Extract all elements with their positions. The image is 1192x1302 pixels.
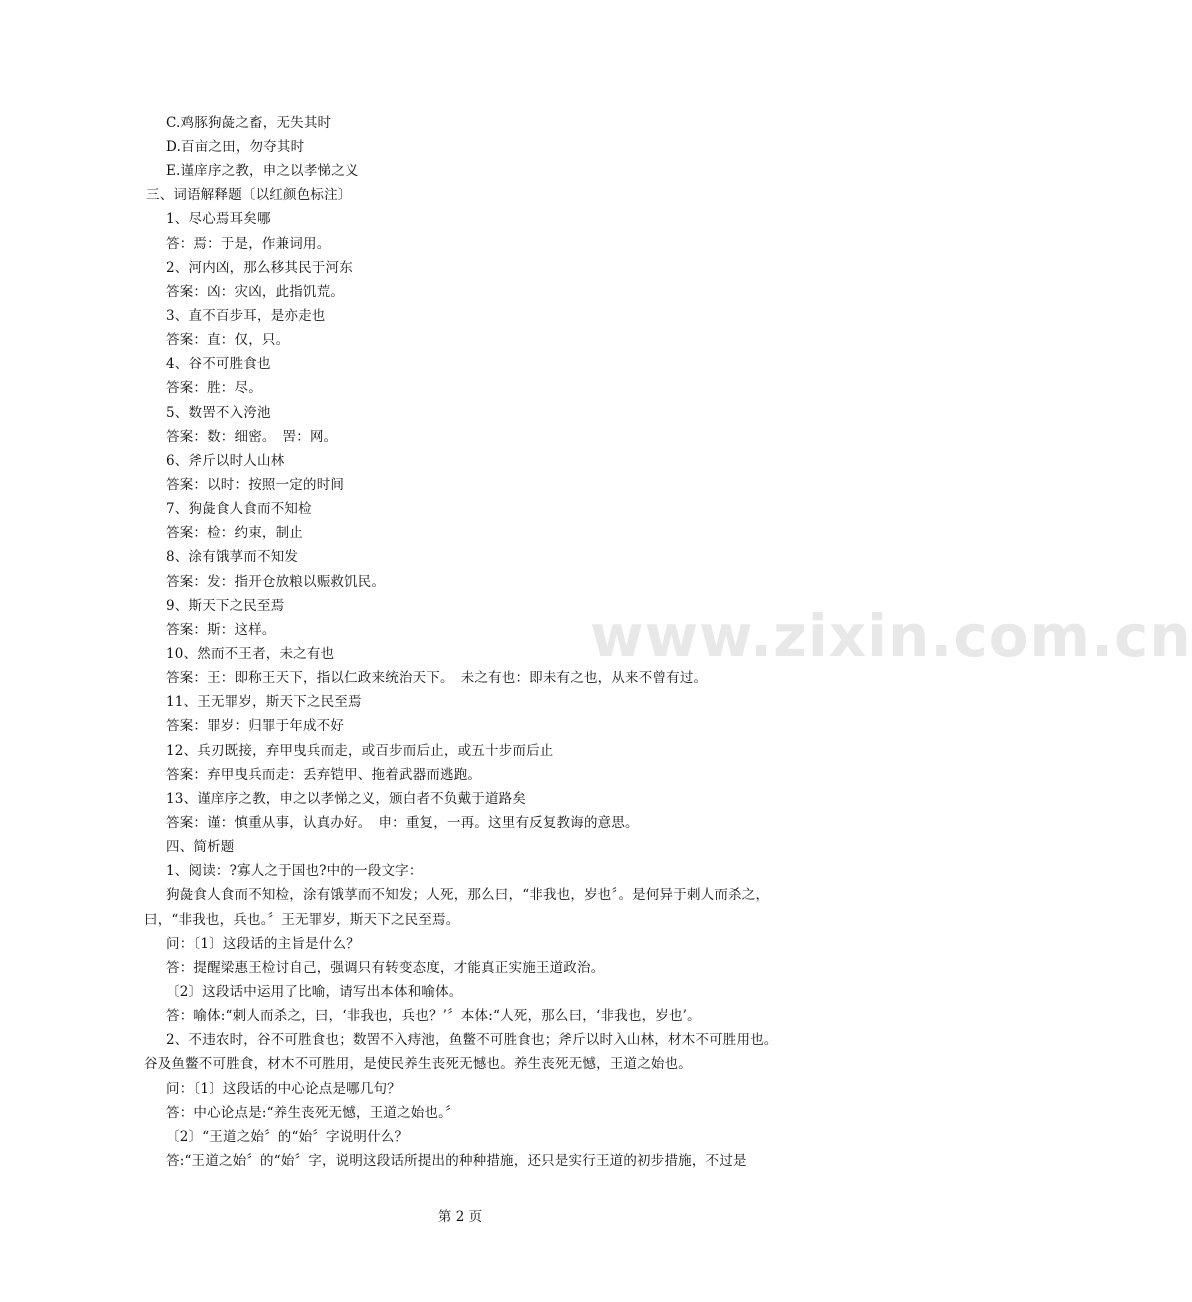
option-d: D.百亩之田，勿夺其时 (166, 139, 305, 155)
section-heading-3: 三、词语解释题〔以红颜色标注〕 (146, 187, 352, 203)
question-line: 10、然而不王者，未之有也 (166, 646, 335, 662)
answer-line: 答:“王道之始〞的“始〞字，说明这段话所提出的种种措施，还只是实行王道的初步措施，不过是 (166, 1153, 747, 1169)
answer-line: 答案：王：即称王天下，指以仁政来统治天下。 未之有也：即未有之也，从来不曾有过。 (166, 670, 708, 686)
question-line: 7、狗彘食人食而不知检 (166, 501, 312, 517)
question-line: 1、阅读：?寡人之于国也?中的一段文字： (166, 863, 423, 879)
option-c: C.鸡豚狗彘之畜，无失其时 (166, 115, 332, 131)
answer-line: 答案：谨：慎重从事，认真办好。 申：重复，一再。这里有反复教诲的意思。 (166, 815, 639, 831)
answer-line: 答：喻体:“刺人而杀之，曰，‘非我也，兵也？’〞本体:“人死，那么曰，‘非我也，岁也’。 (166, 1008, 701, 1024)
question-line: 13、谨庠序之教，申之以孝悌之义，颁白者不负戴于道路矣 (166, 791, 527, 807)
watermark: www.zixin.com.cn (590, 602, 1192, 670)
question-line: 问：〔1〕这段话的主旨是什么？ (166, 936, 360, 952)
question-line: 5、数罟不入洿池 (166, 405, 271, 421)
answer-line: 答案：胜：尽。 (166, 380, 262, 396)
question-line: 6、斧斤以时人山林 (166, 453, 285, 469)
answer-line: 答案：以时：按照一定的时间 (166, 477, 345, 493)
question-line: 11、王无罪岁，斯天下之民至焉 (166, 694, 362, 710)
answer-line: 答案：直：仅，只。 (166, 332, 290, 348)
answer-line: 答案：数：细密。 罟：网。 (166, 429, 338, 445)
question-line: 9、斯天下之民至焉 (166, 598, 285, 614)
question-line: 2、河内凶，那么移其民于河东 (166, 260, 353, 276)
question-line: 4、谷不可胜食也 (166, 356, 271, 372)
section-heading-4: 四、简析题 (166, 839, 235, 855)
option-e: E.谨庠序之教，申之以孝悌之义 (166, 163, 359, 179)
question-line: 1、尽心焉耳矣哪 (166, 211, 271, 227)
answer-line: 答：中心论点是:“养生丧死无憾，王道之始也。〞 (166, 1105, 459, 1121)
question-line: 问：〔1〕这段话的中心论点是哪几句？ (166, 1081, 401, 1097)
passage-line: 2、不违农时，谷不可胜食也；数罟不入痔池，鱼鳖不可胜食也；斧斤以时入山林，材木不可胜用也。 (166, 1032, 778, 1048)
question-line: 8、涂有饿莩而不知发 (166, 549, 299, 565)
question-line: 〔2〕“王道之始〞的“始〞字说明什么？ (166, 1129, 409, 1145)
page-number: 第 2 页 (437, 1209, 483, 1225)
question-line: 〔2〕这段话中运用了比喻，请写出本体和喻体。 (166, 984, 463, 1000)
answer-line: 答案：检：约束，制止 (166, 525, 303, 541)
passage-line: 狗彘食人食而不知检，涂有饿莩而不知发；人死，那么曰，“非我也，岁也〞。是何异于刺人而杀之， (166, 887, 770, 903)
passage-line: 谷及鱼鳖不可胜食，材木不可胜用，是使民养生丧死无憾也。养生丧死无憾，王道之始也。 (144, 1056, 692, 1072)
answer-line: 答案：罪岁：归罪于年成不好 (166, 718, 345, 734)
answer-line: 答案：发：指开仓放粮以赈救饥民。 (166, 574, 386, 590)
answer-line: 答案：弃甲曳兵而走：丢弃铠甲、拖着武器而逃跑。 (166, 767, 482, 783)
answer-line: 答案：凶：灾凶，此指饥荒。 (166, 284, 345, 300)
answer-line: 答：提醒梁惠王检讨自己，强调只有转变态度，才能真正实施王道政治。 (166, 960, 605, 976)
answer-line: 答：焉：于是，作兼词用。 (166, 236, 331, 252)
answer-line: 答案：斯：这样。 (166, 622, 276, 638)
passage-line: 曰，“非我也，兵也。〞王无罪岁，斯天下之民至焉。 (144, 912, 460, 928)
question-line: 3、直不百步耳，是亦走也 (166, 308, 326, 324)
question-line: 12、兵刃既接，弃甲曳兵而走，或百步而后止，或五十步而后止 (166, 743, 554, 759)
